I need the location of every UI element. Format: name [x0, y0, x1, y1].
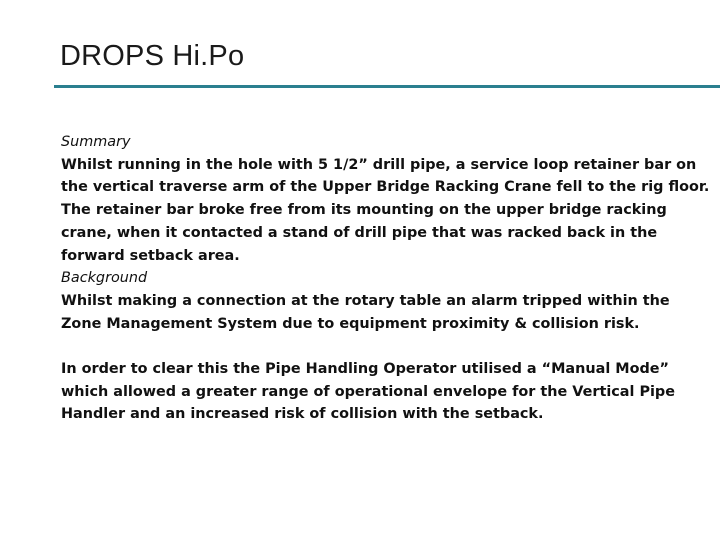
summary-text: Whilst running in the hole with 5 1/2” drill pipe, a service loop retainer bar on the vertical traverse arm of the Upper Bridge Racking Crane fell to the rig floor. The retainer bar broke free from its mounting on the upper bridge racking crane, when it contacted a stand of drill pipe that was racked back in the forward setback area. [61, 156, 710, 264]
paragraph-spacer [61, 335, 711, 358]
background-text-2: In order to clear this the Pipe Handling Operator utilised a “Manual Mode” which allowed a greater range of operational envelope for the Vertical Pipe Handler and an increased risk of collision with the setback. [61, 361, 675, 423]
background-heading: Background [61, 270, 148, 287]
background-text-1: Whilst making a connection at the rotary table an alarm tripped within the Zone Management System due to equipment proximity & collision risk. [61, 292, 670, 332]
slide-body [61, 131, 711, 426]
summary-heading: Summary [61, 134, 131, 150]
slide-title: DROPS Hi.Po [60, 40, 245, 72]
title-divider [54, 85, 720, 88]
